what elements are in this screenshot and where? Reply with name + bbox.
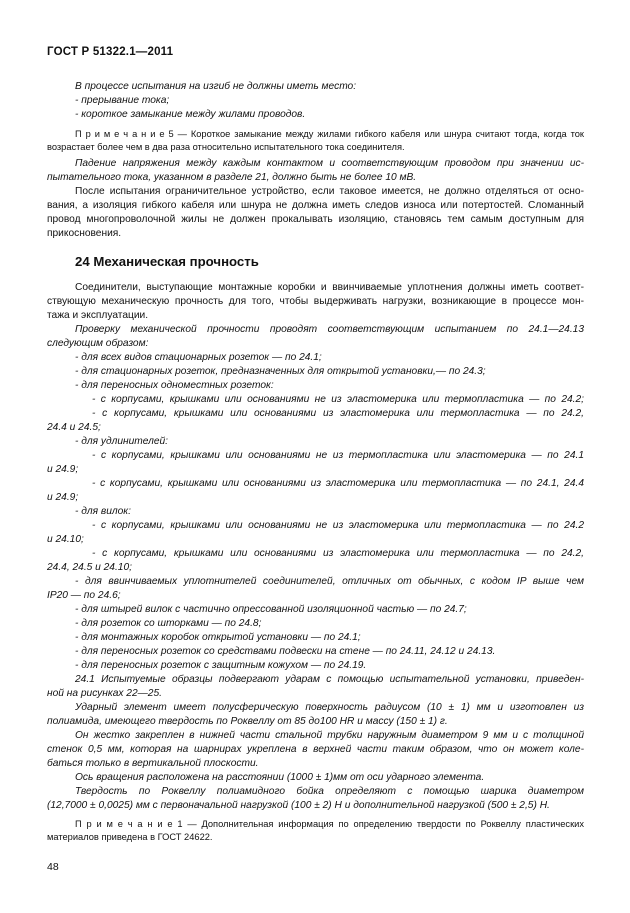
text-line: стенок 0,5 мм, которая на шарнирах укреплена в верхней части таким образом, что он может коле- (47, 744, 584, 755)
list-item: - для монтажных коробок открытой установки — по 24.1; (75, 632, 361, 643)
text-line: следующим образом: (47, 338, 149, 349)
list-item: IP20 — по 24.6; (47, 590, 121, 601)
text-line: 24.1 Испытуемые образцы подвергают ударам с помощью испытательной установки, приведен- (75, 674, 584, 685)
list-item: - для ввинчиваемых уплотнителей соединителей, отличных от обычных, с кодом IP выше чем (75, 576, 584, 587)
text-line: провод многопроволочной жилы не должен прокалывать изоляцию, становясь тем самым доступным для (47, 214, 584, 225)
note-line: материалов приведена в ГОСТ 24622. (47, 832, 213, 842)
list-item: - для стационарных розеток, предназначенных для открытой установки,— по 24.3; (75, 366, 486, 377)
text-line: тажа и эксплуатации. (47, 310, 149, 321)
text-line: пытательного тока, указанном в разделе 21, должно быть не более 10 мВ. (47, 172, 417, 183)
document-header: ГОСТ Р 51322.1—2011 (47, 46, 174, 58)
list-item: 24.4 и 24.5; (47, 422, 101, 433)
list-item: - для переносных розеток со средствами подвески на стене — по 24.11, 24.12 и 24.13. (75, 646, 496, 657)
note-line: П р и м е ч а н и е 5 — Короткое замыкание между жилами гибкого кабеля или шнура считают тогда, когда ток (75, 129, 584, 139)
text-line: Соединители, выступающие монтажные коробки и ввинчиваемые уплотнения должны иметь соответ- (75, 282, 584, 293)
list-item: 24.4, 24.5 и 24.10; (47, 562, 132, 573)
note-line: возрастает более чем в два раза относительно испытательного тока соединителя. (47, 142, 405, 152)
list-item: - для переносных розеток с защитным кожухом — по 24.19. (75, 660, 367, 671)
text-line: прикосновения. (47, 228, 122, 239)
text-line: (12,7000 ± 0,0025) мм с первоначальной нагрузкой (100 ± 2) Н и дополнительной нагрузкой (500 ± 2,5) Н. (47, 800, 550, 811)
text-line: После испытания ограничительное устройство, если таковое имеется, не должно отделяться от осно- (75, 186, 584, 197)
text-line: - короткое замыкание между жилами проводов. (75, 109, 306, 120)
list-item: и 24.10; (47, 534, 84, 545)
page-number: 48 (47, 861, 59, 873)
text-line: Ось вращения расположена на расстоянии (1000 ± 1)мм от оси ударного элемента. (75, 772, 485, 783)
list-item: и 24.9; (47, 492, 79, 503)
list-item: - с корпусами, крышками или основаниями из эластомерика или термопластика — по 24.2, (92, 408, 584, 419)
list-item: - для розеток со шторками — по 24.8; (75, 618, 262, 629)
text-line: В процессе испытания на изгиб не должны иметь место: (75, 81, 357, 92)
text-line: Проверку механической прочности проводят соответствующим испытанием по 24.1—24.13 (75, 324, 584, 335)
list-item: - для штырей вилок с частично опрессованной изоляционной частью — по 24.7; (75, 604, 467, 615)
list-item: - для вилок: (75, 506, 131, 517)
list-item: - для всех видов стационарных розеток — по 24.1; (75, 352, 322, 363)
list-item: - с корпусами, крышками или основаниями не из эластомерика или термопластика — по 24.2; (92, 394, 584, 405)
text-line: Твердость по Роквеллу полиамидного бойка определяют с помощью шарика диаметром (75, 786, 584, 797)
text-line: Ударный элемент имеет полусферическую поверхность радиусом (10 ± 1) мм и изготовлен из (75, 702, 584, 713)
list-item: - с корпусами, крышками или основаниями из эластомерика или термопластика — по 24.1, 24.4 (92, 478, 584, 489)
list-item: - с корпусами, крышками или основаниями из эластомерика или термопластика — по 24.2, (92, 548, 584, 559)
text-line: ствующую механическую прочность для того, чтобы выдерживать нагрузки, возникающие в процессе мон- (47, 296, 584, 307)
list-item: - для удлинителей: (75, 436, 169, 447)
text-line: баться только в вертикальной плоскости. (47, 758, 259, 769)
text-line: - прерывание тока; (75, 95, 170, 106)
list-item: - с корпусами, крышками или основаниями не из эластомерика или термопластика — по 24.2 (92, 520, 584, 531)
text-line: полиамида, имеющего твердость по Роквеллу от 85 до100 HR и массу (150 ± 1) г. (47, 716, 448, 727)
text-line: ной на рисунках 22—25. (47, 688, 162, 699)
text-line: вания, а изоляция гибкого кабеля или шнура не должна иметь следов износа или потертостей. Сломанный (47, 200, 584, 211)
text-line: Падение напряжения между каждым контактом и соответствующим проводом при значении ис- (75, 158, 584, 169)
section-heading: 24 Механическая прочность (75, 254, 259, 269)
list-item: - для переносных одноместных розеток: (75, 380, 274, 391)
text-line: Он жестко закреплен в нижней части стальной трубки наружным диаметром 9 мм и с толщиной (75, 730, 584, 741)
list-item: - с корпусами, крышками или основаниями не из термопластика или эластомерика — по 24.1 (92, 450, 584, 461)
note-line: П р и м е ч а н и е 1 — Дополнительная информация по определению твердости по Роквеллу пластических (75, 819, 584, 829)
list-item: и 24.9; (47, 464, 79, 475)
